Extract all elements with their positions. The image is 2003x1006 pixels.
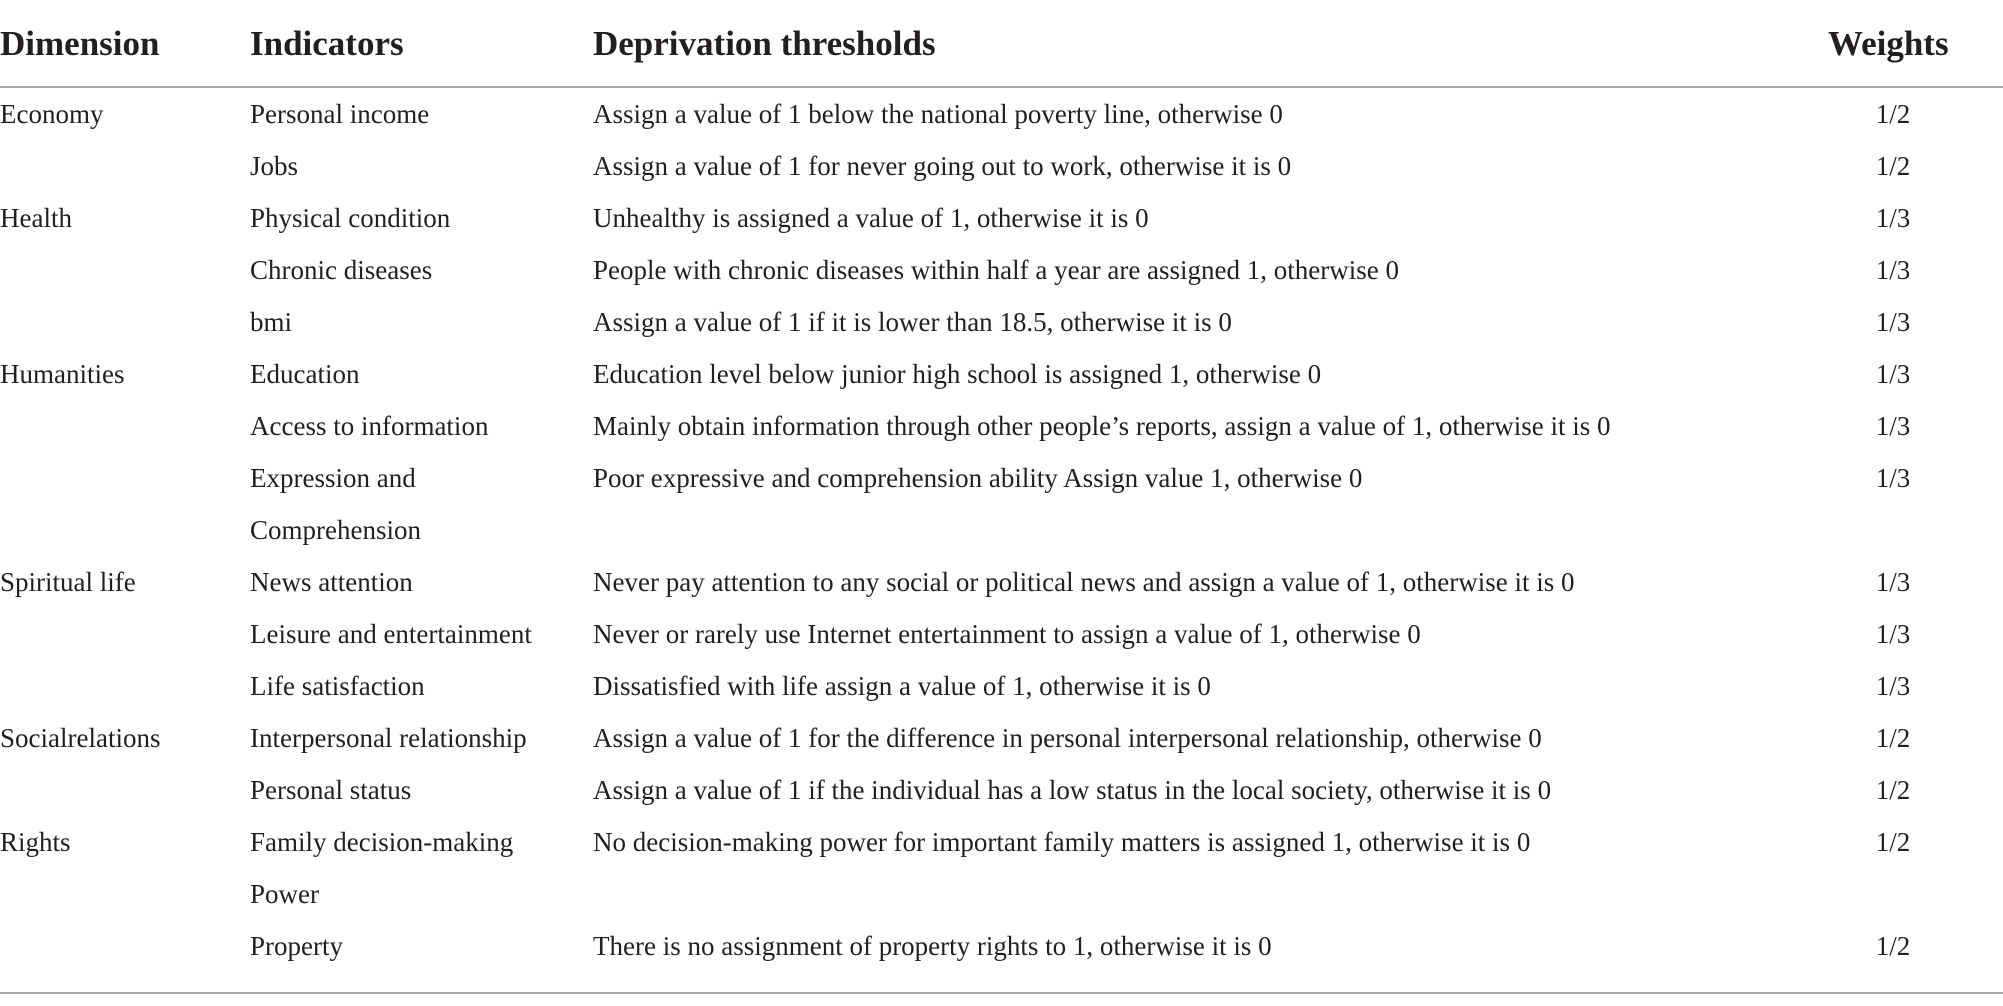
header-thresholds: Deprivation thresholds (593, 24, 936, 63)
cell-indicator: Personal status (250, 775, 412, 805)
cell-threshold: Assign a value of 1 for the difference in personal interpersonal relationship, otherwise 0 (593, 723, 1542, 753)
cell-weight: 1/3 (1875, 203, 1911, 233)
cell-threshold: Assign a value of 1 if it is lower than 18.5, otherwise it is 0 (593, 307, 1232, 337)
header-weights: Weights (1828, 24, 1949, 63)
cell-weight: 1/2 (1875, 775, 1911, 805)
table-row (0, 88, 2003, 140)
cell-weight: 1/3 (1875, 411, 1911, 441)
cell-indicator: Education (250, 359, 360, 389)
cell-indicator: Personal income (250, 99, 430, 129)
cell-indicator: Chronic diseases (250, 255, 433, 285)
cell-threshold: Education level below junior high school is assigned 1, otherwise 0 (593, 359, 1322, 389)
cell-threshold: No decision-making power for important family matters is assigned 1, otherwise it is 0 (593, 827, 1531, 857)
cell-threshold: Never or rarely use Internet entertainment to assign a value of 1, otherwise 0 (593, 619, 1421, 649)
table-row (0, 816, 2003, 920)
cell-indicator-line2: Power (250, 879, 319, 909)
cell-threshold: Unhealthy is assigned a value of 1, otherwise it is 0 (593, 203, 1149, 233)
table-row (0, 452, 2003, 556)
cell-threshold: Assign a value of 1 if the individual has a low status in the local society, otherwise it is 0 (593, 775, 1552, 805)
cell-dimension: Spiritual life (0, 567, 136, 597)
cell-weight: 1/3 (1875, 359, 1911, 389)
cell-dimension: Humanities (0, 359, 125, 389)
table-row (0, 192, 2003, 244)
cell-indicator: Life satisfaction (250, 671, 425, 701)
cell-threshold: Assign a value of 1 below the national poverty line, otherwise 0 (593, 99, 1283, 129)
cell-indicator: Leisure and entertainment (250, 619, 532, 649)
cell-weight: 1/3 (1875, 463, 1911, 493)
table-row (0, 920, 2003, 972)
table-row (0, 296, 2003, 348)
cell-indicator: Interpersonal relationship (250, 723, 527, 753)
table-body (0, 88, 2003, 994)
cell-weight: 1/2 (1875, 827, 1911, 857)
cell-weight: 1/2 (1875, 99, 1911, 129)
table-row (0, 140, 2003, 192)
cell-weight: 1/3 (1875, 619, 1911, 649)
cell-threshold: Poor expressive and comprehension ability Assign value 1, otherwise 0 (593, 463, 1363, 493)
cell-dimension: Economy (0, 99, 104, 129)
cell-dimension: Health (0, 203, 72, 233)
cell-indicator: bmi (250, 307, 293, 337)
cell-indicator: Expression and (250, 463, 416, 493)
cell-indicator: Property (250, 931, 343, 961)
cell-weight: 1/2 (1875, 723, 1911, 753)
table-row (0, 660, 2003, 712)
table-row (0, 348, 2003, 400)
cell-dimension: Socialrelations (0, 723, 161, 753)
cell-indicator: Physical condition (250, 203, 451, 233)
cell-threshold: People with chronic diseases within half a year are assigned 1, otherwise 0 (593, 255, 1400, 285)
cell-weight: 1/3 (1875, 255, 1911, 285)
table-row (0, 556, 2003, 608)
table-row (0, 244, 2003, 296)
cell-dimension: Rights (0, 827, 71, 857)
cell-weight: 1/2 (1875, 151, 1911, 181)
cell-weight: 1/2 (1875, 931, 1911, 961)
table-row (0, 764, 2003, 816)
cell-threshold: Assign a value of 1 for never going out to work, otherwise it is 0 (593, 151, 1292, 181)
table-row (0, 608, 2003, 660)
cell-threshold: Never pay attention to any social or political news and assign a value of 1, otherwise it is 0 (593, 567, 1575, 597)
cell-indicator: Access to information (250, 411, 489, 441)
cell-indicator: Family decision-making (250, 827, 514, 857)
cell-weight: 1/3 (1875, 567, 1911, 597)
cell-threshold: There is no assignment of property rights to 1, otherwise it is 0 (593, 931, 1272, 961)
cell-weight: 1/3 (1875, 671, 1911, 701)
cell-weight: 1/3 (1875, 307, 1911, 337)
table-row (0, 400, 2003, 452)
table-row (0, 712, 2003, 764)
cell-indicator: Jobs (250, 151, 299, 181)
cell-threshold: Mainly obtain information through other people’s reports, assign a value of 1, otherwise it is 0 (593, 411, 1611, 441)
cell-indicator: News attention (250, 567, 413, 597)
header-dimension: Dimension (0, 24, 160, 63)
cell-threshold: Dissatisfied with life assign a value of 1, otherwise it is 0 (593, 671, 1211, 701)
header-indicators: Indicators (250, 24, 404, 63)
table-header-row (0, 0, 2003, 88)
cell-indicator-line2: Comprehension (250, 515, 421, 545)
